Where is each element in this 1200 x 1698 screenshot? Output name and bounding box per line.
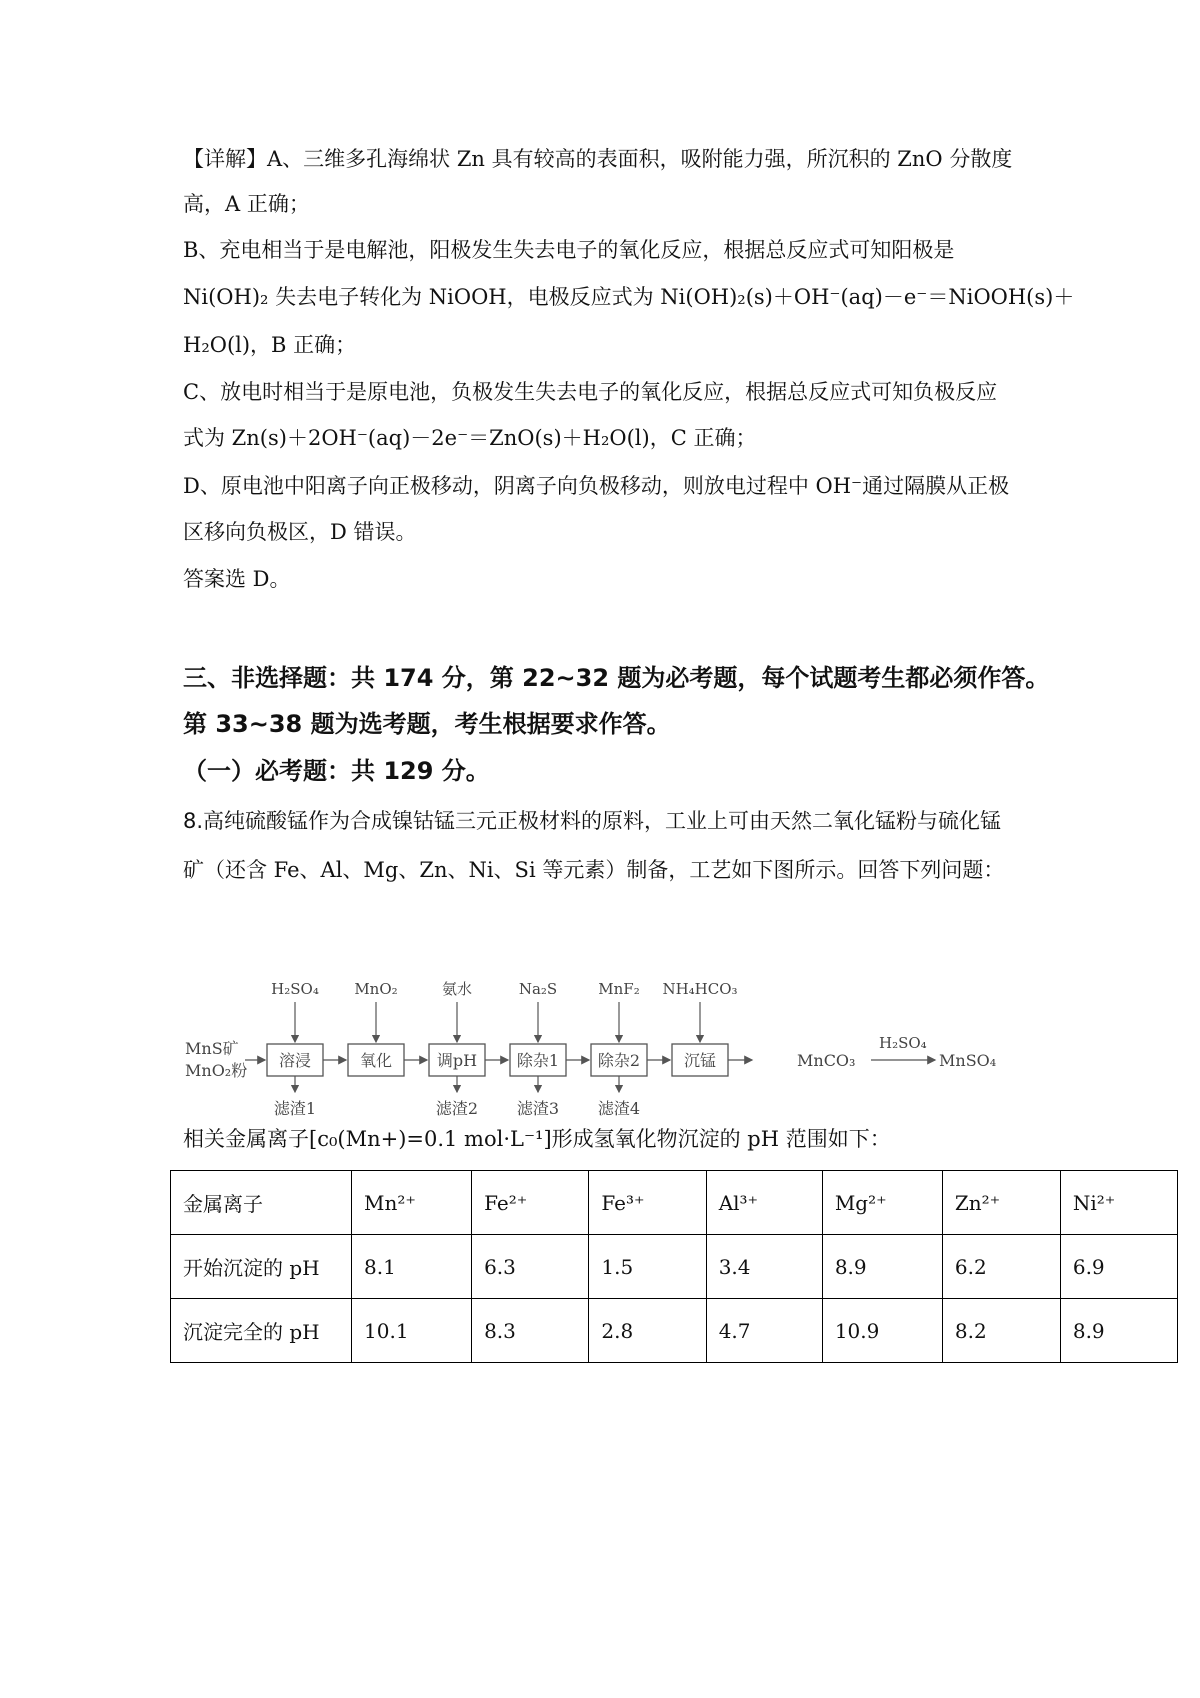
flow-step	[591, 980, 670, 1118]
flow-product-mnco3: MnCO₃	[797, 1051, 856, 1070]
explanation-line: 式为 Zn(s)＋2OH⁻(aq)－2e⁻＝ZnO(s)＋H₂O(l)，C 正确；	[183, 426, 757, 450]
table-header-row	[171, 1171, 1178, 1235]
table-cell: 10.1	[352, 1299, 472, 1363]
explanation-line: H₂O(l)，B 正确；	[183, 333, 357, 357]
explanation-line: D、原电池中阳离子向正极移动，阴离子向负极移动，则放电过程中 OH⁻通过隔膜从正极	[183, 474, 1010, 498]
flow-step-label: 调pH	[436, 1051, 478, 1070]
section-heading: 第 33~38 题为选考题，考生根据要求作答。	[183, 710, 671, 738]
process-flowchart	[183, 974, 1013, 1120]
table-row	[171, 1299, 1178, 1363]
explanation-line: 区移向负极区，D 错误。	[183, 520, 417, 544]
section-heading: 三、非选择题：共 174 分，第 22~32 题为必考题，每个试题考生都必须作答。	[183, 664, 1050, 692]
flow-step	[348, 980, 427, 1076]
table-cell: 8.9	[822, 1235, 942, 1299]
table-header-cell: Mn²⁺	[352, 1171, 472, 1235]
flow-step-reagent: MnO₂	[354, 980, 398, 998]
ph-range-table	[170, 1170, 1178, 1363]
table-cell: 10.9	[822, 1299, 942, 1363]
flow-step-reagent: 氨水	[441, 980, 473, 998]
table-cell: 6.3	[472, 1235, 589, 1299]
table-cell: 4.7	[706, 1299, 822, 1363]
table-cell: 8.2	[942, 1299, 1060, 1363]
flow-arrow-reagent: H₂SO₄	[879, 1034, 927, 1052]
table-cell: 2.8	[589, 1299, 706, 1363]
question-line: 矿（还含 Fe、Al、Mg、Zn、Ni、Si 等元素）制备，工艺如下图所示。回答下列问题：	[183, 858, 1005, 882]
table-header-cell: Ni²⁺	[1060, 1171, 1177, 1235]
flow-step-label: 除杂2	[597, 1051, 641, 1070]
flow-step-label: 氧化	[359, 1051, 393, 1070]
flow-step-residue: 滤渣2	[435, 1099, 479, 1118]
explanation-line: C、放电时相当于是原电池，负极发生失去电子的氧化反应，根据总反应式可知负极反应	[183, 380, 998, 404]
table-header-cell: 金属离子	[171, 1171, 352, 1235]
question-line: 8.高纯硫酸锰作为合成镍钴锰三元正极材料的原料，工业上可由天然二氧化锰粉与硫化锰	[183, 809, 1002, 833]
explanation-line: 高，A 正确；	[183, 192, 310, 216]
table-header-cell: Fe²⁺	[472, 1171, 589, 1235]
flow-step-reagent: Na₂S	[518, 980, 558, 998]
explanation-line: B、充电相当于是电解池，阳极发生失去电子的氧化反应，根据总反应式可知阳极是	[183, 238, 955, 262]
flow-step	[510, 980, 589, 1118]
answer-line: 答案选 D。	[183, 567, 291, 591]
flow-step-label: 沉锰	[683, 1051, 717, 1070]
flow-step-reagent: MnF₂	[598, 980, 640, 998]
table-header-cell: Al³⁺	[706, 1171, 822, 1235]
flow-input-mno2: MnO₂粉	[185, 1061, 248, 1080]
flow-step	[267, 980, 346, 1118]
flow-input-mns: MnS矿	[185, 1039, 239, 1058]
table-cell: 8.1	[352, 1235, 472, 1299]
table-cell: 开始沉淀的 pH	[171, 1235, 352, 1299]
flow-step-reagent: H₂SO₄	[271, 980, 319, 998]
table-cell: 8.9	[1060, 1299, 1177, 1363]
flow-step-label: 溶浸	[278, 1051, 312, 1070]
table-row	[171, 1235, 1178, 1299]
table-cell: 6.2	[942, 1235, 1060, 1299]
flow-step	[662, 980, 752, 1076]
explanation-line: 【详解】A、三维多孔海绵状 Zn 具有较高的表面积，吸附能力强，所沉积的 ZnO 分散度	[183, 147, 1013, 171]
table-cell: 6.9	[1060, 1235, 1177, 1299]
flow-step	[429, 980, 508, 1118]
table-cell: 8.3	[472, 1299, 589, 1363]
table-cell: 3.4	[706, 1235, 822, 1299]
explanation-line: Ni(OH)₂ 失去电子转化为 NiOOH，电极反应式为 Ni(OH)₂(s)＋OH⁻(aq)－e⁻＝NiOOH(s)＋	[183, 285, 1075, 309]
subsection-heading: （一）必考题：共 129 分。	[183, 757, 490, 785]
table-header-cell: Zn²⁺	[942, 1171, 1060, 1235]
flow-steps	[267, 980, 752, 1118]
table-cell: 沉淀完全的 pH	[171, 1299, 352, 1363]
table-cell: 1.5	[589, 1235, 706, 1299]
flow-step-residue: 滤渣3	[516, 1099, 560, 1118]
flow-step-residue: 滤渣4	[597, 1099, 641, 1118]
flow-step-label: 除杂1	[516, 1051, 560, 1070]
table-caption: 相关金属离子[c₀(Mn+)=0.1 mol·L⁻¹]形成氢氧化物沉淀的 pH 范围如下：	[183, 1127, 891, 1151]
flow-step-residue: 滤渣1	[273, 1099, 317, 1118]
flow-product-mnso4: MnSO₄	[939, 1051, 997, 1070]
table-header-cell: Mg²⁺	[822, 1171, 942, 1235]
table-header-cell: Fe³⁺	[589, 1171, 706, 1235]
flow-step-reagent: NH₄HCO₃	[662, 980, 738, 998]
